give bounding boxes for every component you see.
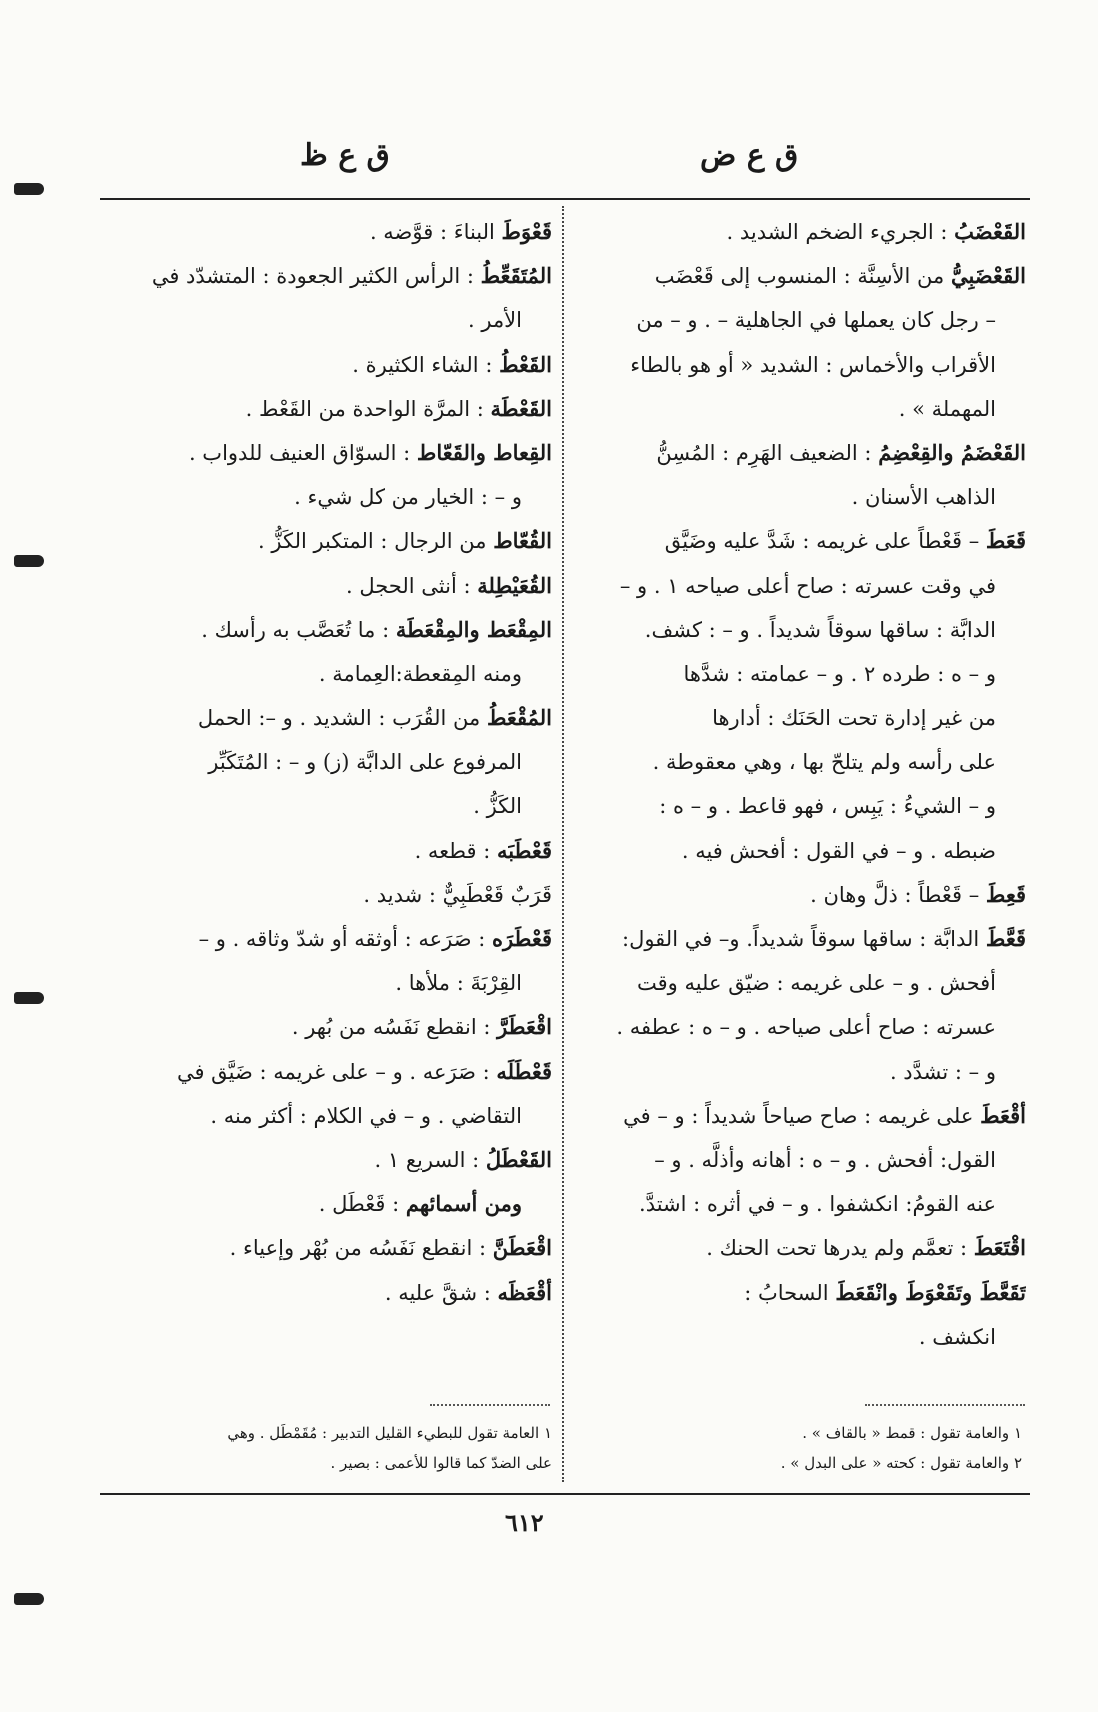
entry-line: [100, 696, 552, 740]
definition-text: الذاهب الأسنان .: [851, 485, 996, 510]
definition-text: : شقَّ عليه .: [384, 1280, 498, 1305]
entry-line: [100, 1226, 552, 1270]
definition-text: – رجل كان يعملها في الجاهلية – . و – من: [636, 308, 996, 333]
headword: المِقْعَط والمِقْعَطَة: [395, 616, 552, 642]
definition-text: من القُرَب : الشديد . و –: الحمل: [197, 706, 487, 731]
headword: القَعْطَة: [490, 395, 552, 421]
definition-text: الكَزُّ .: [473, 794, 522, 819]
definition-text: البناءَ : قوَّضه .: [369, 220, 502, 244]
headword: قَعْطَلَه: [496, 1058, 552, 1084]
page-header-left: ق ع ظ: [300, 138, 390, 173]
definition-text: : أنثى الحجل .: [346, 573, 478, 598]
left-column: [100, 210, 552, 1315]
entry-line: [572, 784, 1026, 828]
definition-text: ومنه المِقعطة:العِمامة .: [318, 661, 522, 686]
footer-rule: [100, 1493, 1030, 1495]
headword: اقْعَطَرَّ: [497, 1014, 552, 1040]
entry-line: [100, 784, 552, 828]
entry-line: [572, 431, 1026, 475]
entry-line: [572, 564, 1026, 608]
footnotes-left: [100, 1418, 552, 1478]
entry-line: [572, 608, 1026, 652]
headword: المُتَقَعِّطُ: [480, 263, 552, 289]
definition-text: – قَعْطاً : ذلَّ وهان .: [810, 882, 986, 907]
headword: المُقْعَطُ: [486, 705, 552, 731]
entry-line: [572, 298, 1026, 342]
definition-text: : صَرَعه . و – على غريمه : ضَيَّق في: [176, 1059, 497, 1084]
entry-line: [572, 1271, 1026, 1315]
definition-text: : صَرَعه : أوثقه أو شدّ وثاقه . و –: [198, 927, 492, 951]
definition-text: المهملة » .: [898, 396, 996, 421]
entry-line: [572, 519, 1026, 563]
footnote: على الضدّ كما قالوا للأعمى : بصير .: [330, 1454, 552, 1472]
entry-line: [100, 740, 552, 784]
entry-line: [100, 1271, 552, 1315]
entry-line: [100, 608, 552, 652]
entry-line: [572, 696, 1026, 740]
right-column: [572, 210, 1026, 1359]
entry-line: [572, 1050, 1026, 1094]
entry-line: [100, 1094, 552, 1138]
entry-line: [100, 1138, 552, 1182]
definition-text: و – : الخيار من كل شيء .: [294, 485, 522, 510]
definition-text: : ما تُعَصَّب به رأسك .: [201, 617, 396, 642]
headword: اقْعَطَنَّ: [492, 1235, 552, 1261]
entry-line: [100, 564, 552, 608]
definition-text: عسرته : صاح أعلى صياحه . و – ه : عطفه .: [616, 1015, 996, 1040]
definition-text: : الجريء الضخم الشديد .: [726, 220, 955, 244]
entry-line: [100, 652, 552, 696]
page-header-right: ق ع ض: [700, 138, 799, 173]
definition-text: انكشف .: [918, 1324, 996, 1349]
entry-line: [100, 917, 552, 961]
definition-text: من الرجال : المتكبر الكَزُّ .: [258, 529, 494, 554]
entry-line: [572, 1094, 1026, 1138]
definition-text: في وقت عسرته : صاح أعلى صياحه ١ . و –: [619, 573, 996, 598]
definition-text: الدابَّة : ساقها سوقاً شديداً . و – : كشف.: [644, 617, 996, 642]
entry-line: [572, 917, 1026, 961]
edge-mark: [14, 1593, 44, 1605]
entry-line: [100, 1005, 552, 1049]
definition-text: : قَعْطَل .: [318, 1192, 406, 1217]
headword: قَعْوَطَ: [501, 219, 552, 244]
headword: القَعْضَمُ والقِعْضِمُ: [878, 439, 1026, 465]
entry-line: [572, 829, 1026, 873]
headword: القَعْطَلُ: [485, 1146, 552, 1172]
entry-line: [572, 1315, 1026, 1359]
edge-mark: [14, 555, 44, 567]
entry-line: [100, 254, 552, 298]
entry-line: [572, 1005, 1026, 1049]
definition-text: على غريمه : صاح صياحاً شديداً : و – في: [623, 1103, 981, 1128]
headword: القَعْطُ: [499, 351, 552, 377]
headword: القُعّاط: [493, 528, 552, 554]
headword: قَعْطَرَه: [492, 926, 552, 951]
footnote-rule-left: [430, 1404, 550, 1406]
column-divider: [562, 206, 565, 1482]
definition-text: الدابَّة : ساقها سوقاً شديداً. و– في القول:: [622, 927, 986, 951]
footnotes-right: [572, 1418, 1022, 1478]
definition-text: ضبطه . و – في القول : أفحش فيه .: [681, 838, 996, 863]
headword: القَعْضَبُ: [954, 219, 1026, 244]
entry-line: [100, 210, 552, 254]
entry-line: [572, 740, 1026, 784]
entry-line: [572, 343, 1026, 387]
definition-text: – قَعْطاً على غريمه : شَدَّ عليه وضَيَّق: [664, 529, 986, 554]
definition-text: : السريع ١ .: [374, 1147, 486, 1172]
definition-text: السحابُ :: [744, 1280, 836, 1305]
entry-line: [572, 387, 1026, 431]
definition-text: من غير إدارة تحت الحَنَك : أدارها: [712, 706, 996, 731]
entry-line: [572, 961, 1026, 1005]
footnote-rule-right: [865, 1404, 1025, 1406]
definition-text: : انقطع نَفَسُه من بُهْر وإعياء .: [229, 1236, 493, 1261]
entry-line: [100, 961, 552, 1005]
headword: القِعاط والقَعّاط: [416, 439, 552, 465]
entry-line: [572, 873, 1026, 917]
header-rule: [100, 198, 1030, 200]
definition-text: : الرأس الكثير الجعودة : المتشدّد في: [151, 264, 481, 289]
definition-text: القِرْبَةَ : ملأها .: [395, 971, 522, 996]
entry-line: [100, 343, 552, 387]
footnote: ١ والعامة تقول : قمط « بالقاف » .: [802, 1424, 1022, 1442]
headword: اقْتَعَطَ: [973, 1235, 1026, 1261]
definition-text: الأقراب والأخماس : الشديد « أو هو بالطاء: [630, 352, 996, 377]
entry-line: [572, 254, 1026, 298]
definition-text: : قطعه .: [414, 838, 497, 863]
definition-text: : انقطع نَفَسُه من بُهر .: [291, 1015, 498, 1040]
headword: القَعْضَبِيُّ: [950, 263, 1026, 289]
entry-line: [100, 387, 552, 431]
entry-line: [100, 1182, 552, 1226]
entry-line: [572, 1138, 1026, 1182]
headword: قَعَطَ: [985, 528, 1026, 554]
edge-mark: [14, 992, 44, 1004]
definition-text: أفحش . و – على غريمه : ضيّق عليه وقت: [636, 971, 996, 996]
entry-line: [100, 298, 552, 342]
footnote: ٢ والعامة تقول : كحته « على البدل » .: [780, 1454, 1022, 1472]
headword: ومن أسمائهم: [405, 1191, 522, 1217]
definition-text: المرفوع على الدابَّة (ز) و – : المُتَكَبِّر: [208, 750, 522, 775]
entry-line: [572, 1182, 1026, 1226]
entry-line: [100, 829, 552, 873]
definition-text: قَرَبٌ قَعْطَبِيٌّ : شديد .: [363, 882, 552, 907]
entry-line: [100, 873, 552, 917]
headword: القُعَيْطِلة: [477, 572, 552, 598]
definition-text: و – ه : طرده ٢ . و – عمامته : شدَّها: [683, 661, 996, 686]
definition-text: التقاضي . و – في الكلام : أكثر منه .: [210, 1103, 522, 1128]
definition-text: : الضعيف الهَرِم : المُسِنُّ: [656, 440, 879, 465]
definition-text: عنه القومُ: انكشفوا . و – في أثره : اشتدَّ.: [639, 1192, 996, 1217]
definition-text: من الأسِنَّة : المنسوب إلى قَعْضَب: [654, 264, 951, 289]
definition-text: : المرَّة الواحدة من القَعْط .: [245, 396, 491, 421]
definition-text: : الشاء الكثيرة .: [352, 352, 500, 377]
entry-line: [100, 519, 552, 563]
headword: قَعْطَبَه: [497, 837, 552, 863]
headword: قَعِطَ: [985, 881, 1026, 907]
entry-line: [100, 475, 552, 519]
entry-line: [572, 652, 1026, 696]
edge-mark: [14, 183, 44, 195]
entry-line: [100, 1050, 552, 1094]
headword: أقْعَظَه: [497, 1279, 552, 1305]
entry-line: [572, 210, 1026, 254]
definition-text: و – : تشدَّد .: [889, 1059, 996, 1084]
definition-text: : السوّاق العنيف للدواب .: [188, 440, 417, 465]
page-number: ٦١٢: [505, 1508, 544, 1537]
entry-line: [100, 431, 552, 475]
definition-text: على رأسه ولم يتلحّ بها ، وهي معقوطة .: [652, 750, 996, 775]
headword: أقْعَطَ: [980, 1102, 1026, 1128]
definition-text: : تعمَّم ولم يدرها تحت الحنك .: [706, 1236, 974, 1261]
entry-line: [572, 1226, 1026, 1270]
footnote: ١ العامة تقول للبطيء القليل التدبير : مُقَمْطَل . وهي: [227, 1424, 552, 1442]
definition-text: و – الشيءُ : يَبِس ، فهو قاعط . و – ه :: [659, 794, 996, 819]
headword: تَقَعَّطَ وتَقَعْوَطَ وانْقَعَطَ: [835, 1279, 1026, 1305]
definition-text: القول: أفحش . و – ه : أهانه وأذلَّه . و –: [654, 1147, 996, 1172]
definition-text: الأمر .: [468, 308, 522, 333]
headword: قَعَّطَ: [985, 926, 1026, 951]
entry-line: [572, 475, 1026, 519]
